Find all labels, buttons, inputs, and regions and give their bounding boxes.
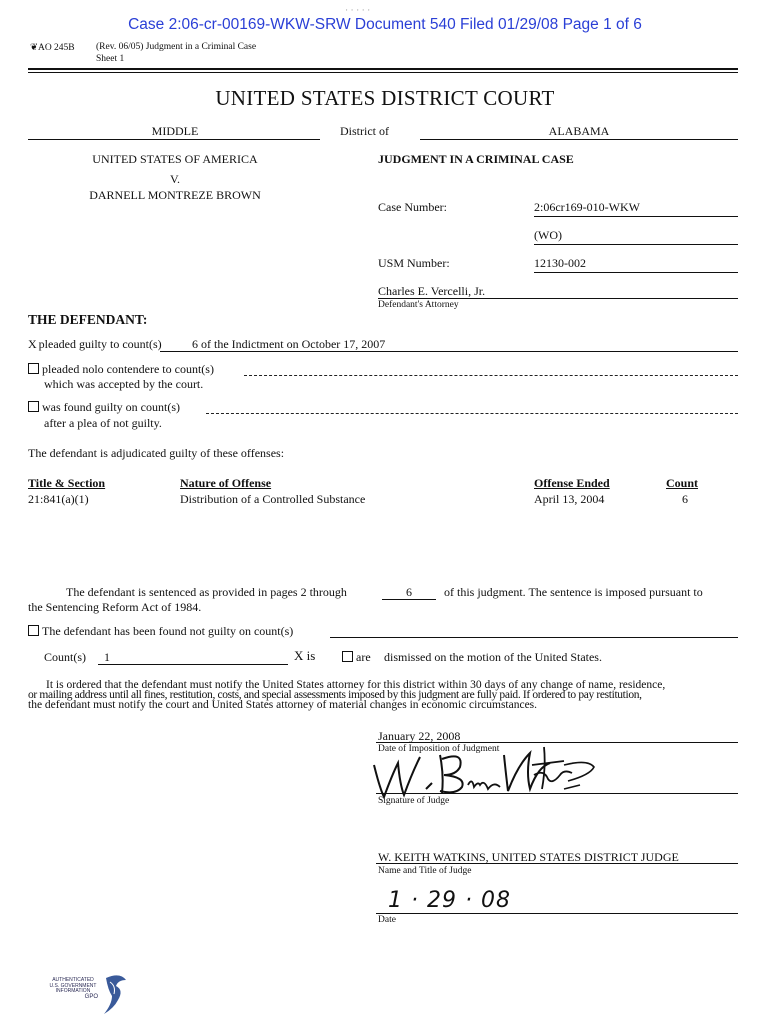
counts-value: 1 [104,650,110,664]
found-guilty-checkbox[interactable] [28,401,39,412]
court-title: UNITED STATES DISTRICT COURT [215,86,555,110]
pleaded-guilty-mark: X [28,337,37,351]
offense-count: 6 [682,492,688,506]
pleaded-guilty-row [28,337,162,352]
are-checkbox[interactable] [342,651,353,662]
pleaded-guilty-label: pleaded guilty to count(s) [38,337,162,351]
top-marks: · · · · · [345,6,371,16]
offense-nature: Distribution of a Controlled Substance [180,492,366,506]
gpo-logo-text [44,978,102,1000]
x-is: X is [294,648,316,663]
judge-name-label: Name and Title of Judge [378,866,472,876]
found-guilty-row [28,400,180,415]
pleaded-guilty-value: 6 of the Indictment on October 17, 2007 [192,337,386,351]
counts-label: Count(s) [44,650,86,664]
defendant-heading: THE DEFENDANT: [28,312,148,327]
top-rule [28,68,738,70]
judgment-date: January 22, 2008 [378,729,461,743]
judge-name-rule [376,863,738,864]
nolo-checkbox[interactable] [28,363,39,374]
versus: V. [169,172,181,186]
offense-title: 21:841(a)(1) [28,492,89,506]
col-count: Count [666,476,699,490]
order-line-3: the defendant must notify the court and United States attorney of material changes in economic circumstances. [28,699,538,711]
pleaded-guilty-rule [160,351,738,352]
not-guilty-rule [330,637,738,638]
signed-date-rule [376,913,738,914]
sentence-text-3: the Sentencing Reform Act of 1984. [28,600,202,614]
gpo-line-1: AUTHENTICATED [52,977,94,983]
not-guilty-label: The defendant has been found not guilty on count(s) [42,624,294,638]
signed-date: 1 · 29 · 08 [388,888,511,913]
judgment-type: JUDGMENT IN A CRIMINAL CASE [378,152,574,166]
adjudicated-text: The defendant is adjudicated guilty of these offenses: [28,446,285,460]
usm-number: 12130-002 [534,256,586,270]
judgment-date-rule [376,742,738,743]
case-number: 2:06cr169-010-WKW [534,200,640,214]
usm-rule [534,272,738,273]
gpo-line-2: U.S. GOVERNMENT [49,982,97,989]
dismissed-text: dismissed on the motion of the United States. [384,650,602,664]
district-right-rule [420,139,738,140]
nolo-label: pleaded nolo contendere to count(s) [42,362,214,376]
col-offense-ended: Offense Ended [534,476,610,490]
nolo-row [28,362,214,377]
sentence-text-1: The defendant is sentenced as provided in pages 2 through [66,585,347,599]
offense-ended: April 13, 2004 [534,492,605,506]
district-of: District of [340,124,389,138]
form-sheet: Sheet 1 [96,54,125,64]
col-nature: Nature of Offense [180,476,272,490]
signature-label: Signature of Judge [378,796,450,806]
case-suffix: (WO) [534,228,562,242]
docket-header: Case 2:06-cr-00169-WKW-SRW Document 540 Filed 01/29/08 Page 1 of 6 [128,16,642,33]
nolo-rule [244,375,738,376]
district-left: MIDDLE [151,124,199,138]
are-row [342,650,371,665]
defendant-name: DARNELL MONTREZE BROWN [89,188,261,202]
judgment-date-label: Date of Imposition of Judgment [378,744,500,754]
order-line-1: It is ordered that the defendant must notify the United States attorney for this district within 30 days of any change of name, residence, [46,679,666,691]
are-label: are [356,650,371,664]
attorney-name: Charles E. Vercelli, Jr. [378,284,486,298]
signature-rule [376,793,738,794]
usm-label: USM Number: [378,256,450,270]
found-guilty-sub: after a plea of not guilty. [44,416,162,430]
found-guilty-label: was found guilty on count(s) [42,400,180,414]
attorney-rule [378,298,738,299]
sentence-text-2: of this judgment. The sentence is imposed pursuant to [444,585,703,599]
gpo-line-3: INFORMATION [55,988,91,994]
plaintiff: UNITED STATES OF AMERICA [92,152,258,166]
gpo-authentication-logo [44,972,134,1016]
district-right: ALABAMA [548,124,610,138]
gpo-line-4: GPO [84,993,98,1000]
district-left-rule [28,139,320,140]
case-suffix-rule [534,244,738,245]
eagle-icon [100,972,130,1016]
form-code: ❦AO 245B [30,43,75,53]
case-number-label: Case Number: [378,200,447,214]
not-guilty-row [28,624,293,639]
col-title-section: Title & Section [28,476,106,490]
top-rule-thin [28,72,738,73]
form-revision: (Rev. 06/05) Judgment in a Criminal Case [96,42,257,52]
case-number-rule [534,216,738,217]
signed-date-label: Date [378,915,396,925]
not-guilty-checkbox[interactable] [28,625,39,636]
order-line-2: or mailing address until all fines, restitution, costs, and special assessments imposed by this judgment are fully paid. If ordered to pay restitution, [28,689,642,701]
attorney-label: Defendant's Attorney [378,300,459,310]
sentence-pages: 6 [406,585,412,599]
found-guilty-rule [206,413,738,414]
counts-rule [98,664,288,665]
sentence-pages-rule [382,599,436,600]
judge-name: W. KEITH WATKINS, UNITED STATES DISTRICT JUDGE [378,850,679,864]
nolo-sub: which was accepted by the court. [44,377,204,391]
